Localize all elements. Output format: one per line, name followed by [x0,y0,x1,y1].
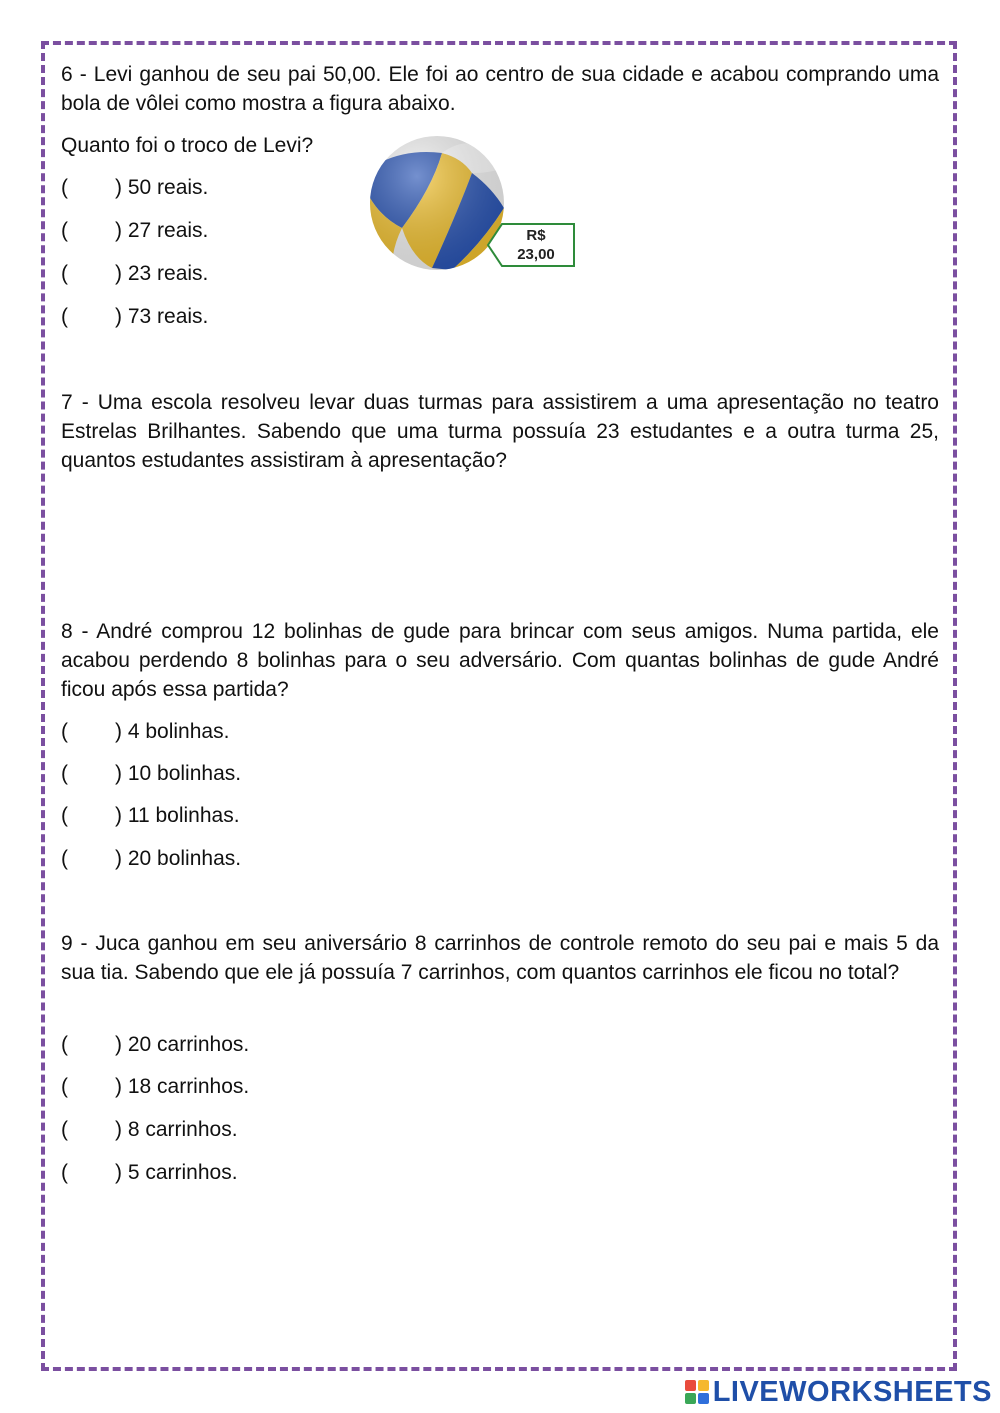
question-9-option-3[interactable]: ( ) 8 carrinhos. [61,1118,238,1141]
question-9-text: 9 - Juca ganhou em seu aniversário 8 carrinhos de controle remoto do seu pai e mais 5 da sua tia. Sabendo que ele já possuía 7 carrinhos, com quantos carrinhos ele ficou no total? [61,932,939,984]
question-8-option-1[interactable]: ( ) 4 bolinhas. [61,720,230,743]
price-tag-currency: R$ [526,227,546,244]
question-6-text: 6 - Levi ganhou de seu pai 50,00. Ele foi ao centro de sua cidade e acabou comprando uma bola de vôlei como mostra a figura abaixo. [61,63,939,115]
question-6-option-3[interactable]: ( ) 23 reais. [61,262,209,285]
question-9-option-2[interactable]: ( ) 18 carrinhos. [61,1075,250,1098]
price-tag-value: 23,00 [517,246,555,263]
liveworksheets-logo[interactable] [685,1376,992,1408]
question-9-option-4[interactable]: ( ) 5 carrinhos. [61,1161,238,1184]
liveworksheets-wordmark: LIVEWORKSHEETS [712,1375,992,1408]
price-tag-label [500,226,572,264]
liveworksheets-icon [685,1380,709,1404]
question-8-option-2[interactable]: ( ) 10 bolinhas. [61,762,242,785]
question-6-prompt: Quanto foi o troco de Levi? [61,134,314,157]
question-8-text: 8 - André comprou 12 bolinhas de gude para brincar com seus amigos. Numa partida, ele acabou perdendo 8 bolinhas para o seu adversário. Com quantas bolinhas de gude André ficou após essa partida? [61,620,939,701]
question-6-option-1[interactable]: ( ) 50 reais. [61,176,209,199]
question-9-option-1[interactable]: ( ) 20 carrinhos. [61,1033,250,1056]
question-6-option-2[interactable]: ( ) 27 reais. [61,219,209,242]
question-6-option-4[interactable]: ( ) 73 reais. [61,305,209,328]
question-7-text: 7 - Uma escola resolveu levar duas turmas para assistirem a uma apresentação no teatro Estrelas Brilhantes. Sabendo que uma turma possuía 23 estudantes e a outra turma 25, quantos estudantes assistiram à apresentação? [61,391,939,472]
question-8-option-4[interactable]: ( ) 20 bolinhas. [61,847,242,870]
question-8-option-3[interactable]: ( ) 11 bolinhas. [61,804,240,827]
